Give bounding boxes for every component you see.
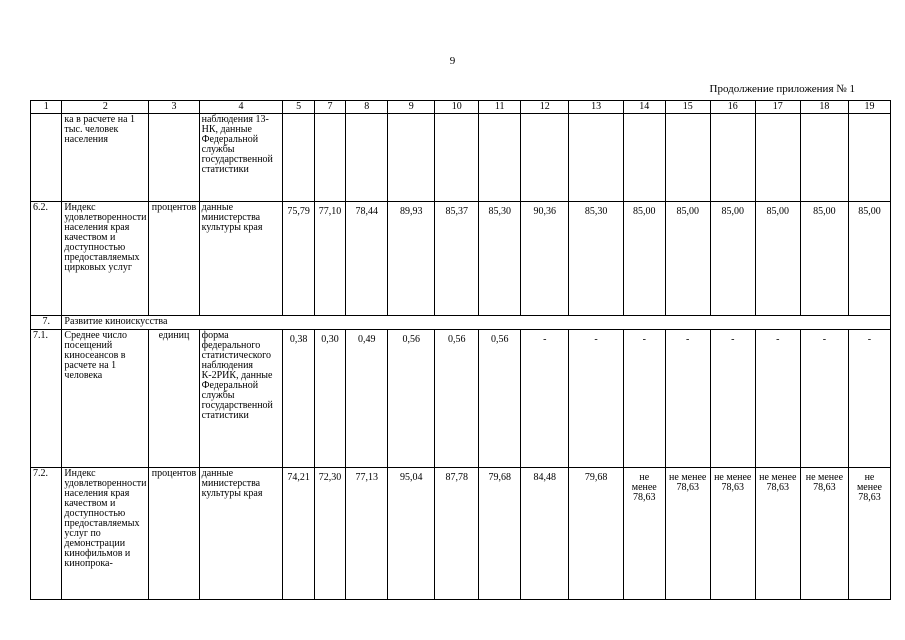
value-cell: 78,44: [346, 202, 388, 316]
col-header: 15: [665, 101, 710, 114]
value-cell: 75,79: [283, 202, 314, 316]
source-cell: форма федерального статистического наблюдения К-2РИК, данные Федеральной службы государственной статистики: [199, 330, 283, 468]
indicator-name-cell: Индекс удовлетворенности населения края качеством и доступностью предоставляемых цирковых услуг: [62, 202, 149, 316]
col-header: 8: [346, 101, 388, 114]
col-header: 7: [314, 101, 345, 114]
value-cell: -: [665, 330, 710, 468]
col-header: 14: [623, 101, 665, 114]
value-cell: -: [521, 330, 569, 468]
value-cell: 0,30: [314, 330, 345, 468]
value-cell: [283, 114, 314, 202]
value-cell: 87,78: [435, 468, 479, 600]
value-cell: -: [800, 330, 848, 468]
value-cell: [623, 114, 665, 202]
value-cell: [665, 114, 710, 202]
value-cell: 85,00: [623, 202, 665, 316]
col-header: 13: [569, 101, 623, 114]
col-header: 16: [710, 101, 755, 114]
col-header: 11: [479, 101, 521, 114]
value-cell: 90,36: [521, 202, 569, 316]
value-cell: 95,04: [388, 468, 435, 600]
indicator-name-cell: ка в расчете на 1 тыс. человек населения: [62, 114, 149, 202]
value-cell: не менее 78,63: [623, 468, 665, 600]
source-cell: данные министерства культуры края: [199, 468, 283, 600]
source-cell: данные министерства культуры края: [199, 202, 283, 316]
table-row: [31, 330, 891, 468]
unit-cell: процентов: [149, 202, 199, 316]
value-cell: [346, 114, 388, 202]
value-cell: 79,68: [569, 468, 623, 600]
table-row: [31, 468, 891, 600]
row-number-cell: [31, 114, 62, 202]
value-cell: 85,00: [665, 202, 710, 316]
value-cell: 85,00: [848, 202, 890, 316]
value-cell: не менее 78,63: [800, 468, 848, 600]
unit-cell: [149, 114, 199, 202]
col-header: 10: [435, 101, 479, 114]
value-cell: не менее 78,63: [710, 468, 755, 600]
indicators-table: [30, 100, 891, 600]
unit-cell: единиц: [149, 330, 199, 468]
col-header: 4: [199, 101, 283, 114]
unit-cell: процентов: [149, 468, 199, 600]
col-header: 12: [521, 101, 569, 114]
value-cell: 77,10: [314, 202, 345, 316]
col-header: 9: [388, 101, 435, 114]
value-cell: [388, 114, 435, 202]
value-cell: [479, 114, 521, 202]
table-row: [31, 114, 891, 202]
value-cell: 0,56: [435, 330, 479, 468]
row-number-cell: 7.1.: [31, 330, 62, 468]
value-cell: [848, 114, 890, 202]
col-header: 18: [800, 101, 848, 114]
value-cell: 85,30: [479, 202, 521, 316]
col-header: 19: [848, 101, 890, 114]
value-cell: 77,13: [346, 468, 388, 600]
value-cell: [314, 114, 345, 202]
value-cell: 72,30: [314, 468, 345, 600]
value-cell: [521, 114, 569, 202]
value-cell: -: [710, 330, 755, 468]
indicator-name-cell: Индекс удовлетворенности населения края качеством и доступностью предоставляемых услуг по демонстрации кинофильмов и кинопрока-: [62, 468, 149, 600]
row-number-cell: 7.2.: [31, 468, 62, 600]
value-cell: 85,00: [710, 202, 755, 316]
col-header: 2: [62, 101, 149, 114]
indicator-name-cell: Среднее число посещений киносеансов в расчете на 1 человека: [62, 330, 149, 468]
value-cell: 85,37: [435, 202, 479, 316]
value-cell: 74,21: [283, 468, 314, 600]
section-title-cell: Развитие киноискусства: [62, 316, 891, 330]
value-cell: [800, 114, 848, 202]
value-cell: 85,00: [755, 202, 800, 316]
value-cell: -: [755, 330, 800, 468]
value-cell: -: [569, 330, 623, 468]
value-cell: 89,93: [388, 202, 435, 316]
value-cell: 79,68: [479, 468, 521, 600]
value-cell: 85,30: [569, 202, 623, 316]
section-row: [31, 316, 891, 330]
value-cell: -: [623, 330, 665, 468]
value-cell: [755, 114, 800, 202]
value-cell: не менее 78,63: [665, 468, 710, 600]
value-cell: 0,38: [283, 330, 314, 468]
value-cell: 85,00: [800, 202, 848, 316]
value-cell: 84,48: [521, 468, 569, 600]
value-cell: [710, 114, 755, 202]
row-number-cell: 6.2.: [31, 202, 62, 316]
value-cell: не менее 78,63: [755, 468, 800, 600]
page-number: 9: [449, 55, 456, 67]
col-header: 5: [283, 101, 314, 114]
value-cell: [435, 114, 479, 202]
source-cell: наблюдения 13-НК, данные Федеральной службы государственной статистики: [199, 114, 283, 202]
col-header: 17: [755, 101, 800, 114]
value-cell: [569, 114, 623, 202]
value-cell: не менее 78,63: [848, 468, 890, 600]
value-cell: -: [848, 330, 890, 468]
appendix-continuation-label: Продолжение приложения № 1: [709, 83, 855, 95]
table-row: [31, 202, 891, 316]
value-cell: 0,56: [388, 330, 435, 468]
value-cell: 0,56: [479, 330, 521, 468]
col-header: 1: [31, 101, 62, 114]
col-header: 3: [149, 101, 199, 114]
section-number-cell: 7.: [31, 316, 62, 330]
value-cell: 0,49: [346, 330, 388, 468]
column-number-row: [31, 101, 891, 114]
